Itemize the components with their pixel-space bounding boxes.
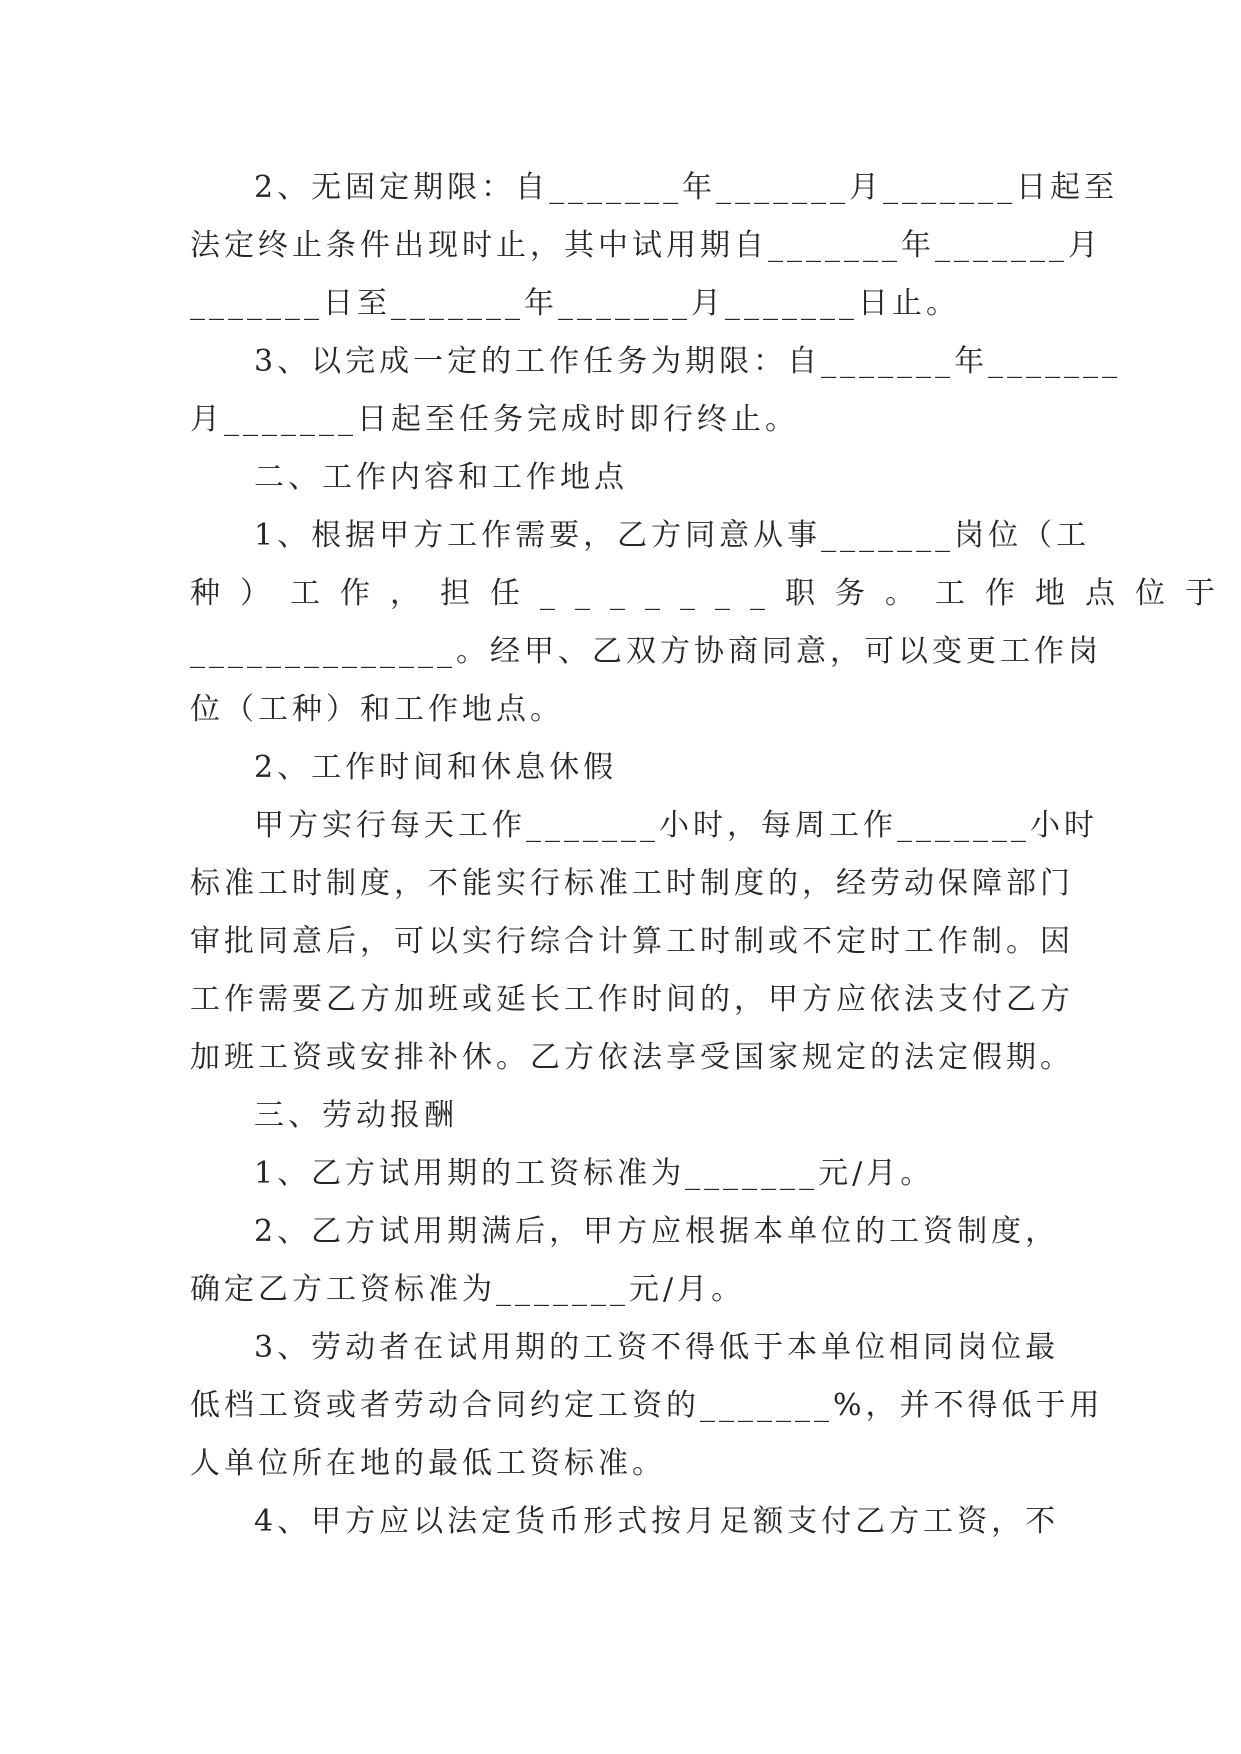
text-line: 1、乙方试用期的工资标准为_______元/月。 — [254, 1156, 935, 1191]
section-heading: 三、劳动报酬 — [254, 1098, 458, 1133]
text-line: _______日至_______年_______月_______日止。 — [190, 286, 960, 321]
text-line: 人单位所在地的最低工资标准。 — [190, 1446, 666, 1481]
text-line: 2、乙方试用期满后，甲方应根据本单位的工资制度， — [254, 1214, 1060, 1249]
section-heading: 二、工作内容和工作地点 — [254, 460, 628, 495]
text-line: 位（工种）和工作地点。 — [190, 692, 564, 727]
text-line: 甲方实行每天工作_______小时，每周工作_______小时 — [254, 808, 1098, 843]
document-body — [190, 159, 1235, 1551]
text-line: 法定终止条件出现时止，其中试用期自_______年_______月 — [190, 228, 1102, 263]
text-line: 4、甲方应以法定货币形式按月足额支付乙方工资，不 — [254, 1504, 1060, 1539]
text-line: 加班工资或安排补休。乙方依法享受国家规定的法定假期。 — [190, 1040, 1074, 1075]
subsection-heading: 2、工作时间和休息休假 — [254, 750, 618, 785]
text-line: ______________。经甲、乙双方协商同意，可以变更工作岗 — [190, 634, 1102, 669]
text-line: 低档工资或者劳动合同约定工资的_______%，并不得低于用 — [190, 1388, 1104, 1423]
text-line: 审批同意后，可以实行综合计算工时制或不定时工作制。因 — [190, 924, 1074, 959]
text-line: 标准工时制度，不能实行标准工时制度的，经劳动保障部门 — [190, 866, 1074, 901]
text-line: 种）工作，担任_______职务。工作地点位于 — [190, 576, 1235, 611]
text-line: 1、根据甲方工作需要，乙方同意从事_______岗位（工 — [254, 518, 1091, 553]
text-line: 2、无固定期限：自_______年_______月_______日起至 — [254, 170, 1119, 205]
text-line: 确定乙方工资标准为_______元/月。 — [190, 1272, 746, 1307]
text-line: 月_______日起至任务完成时即行终止。 — [190, 402, 799, 437]
text-line: 3、劳动者在试用期的工资不得低于本单位相同岗位最 — [254, 1330, 1060, 1365]
text-line: 工作需要乙方加班或延长工作时间的，甲方应依法支付乙方 — [190, 982, 1074, 1017]
text-line: 3、以完成一定的工作任务为期限：自_______年_______ — [254, 344, 1122, 379]
